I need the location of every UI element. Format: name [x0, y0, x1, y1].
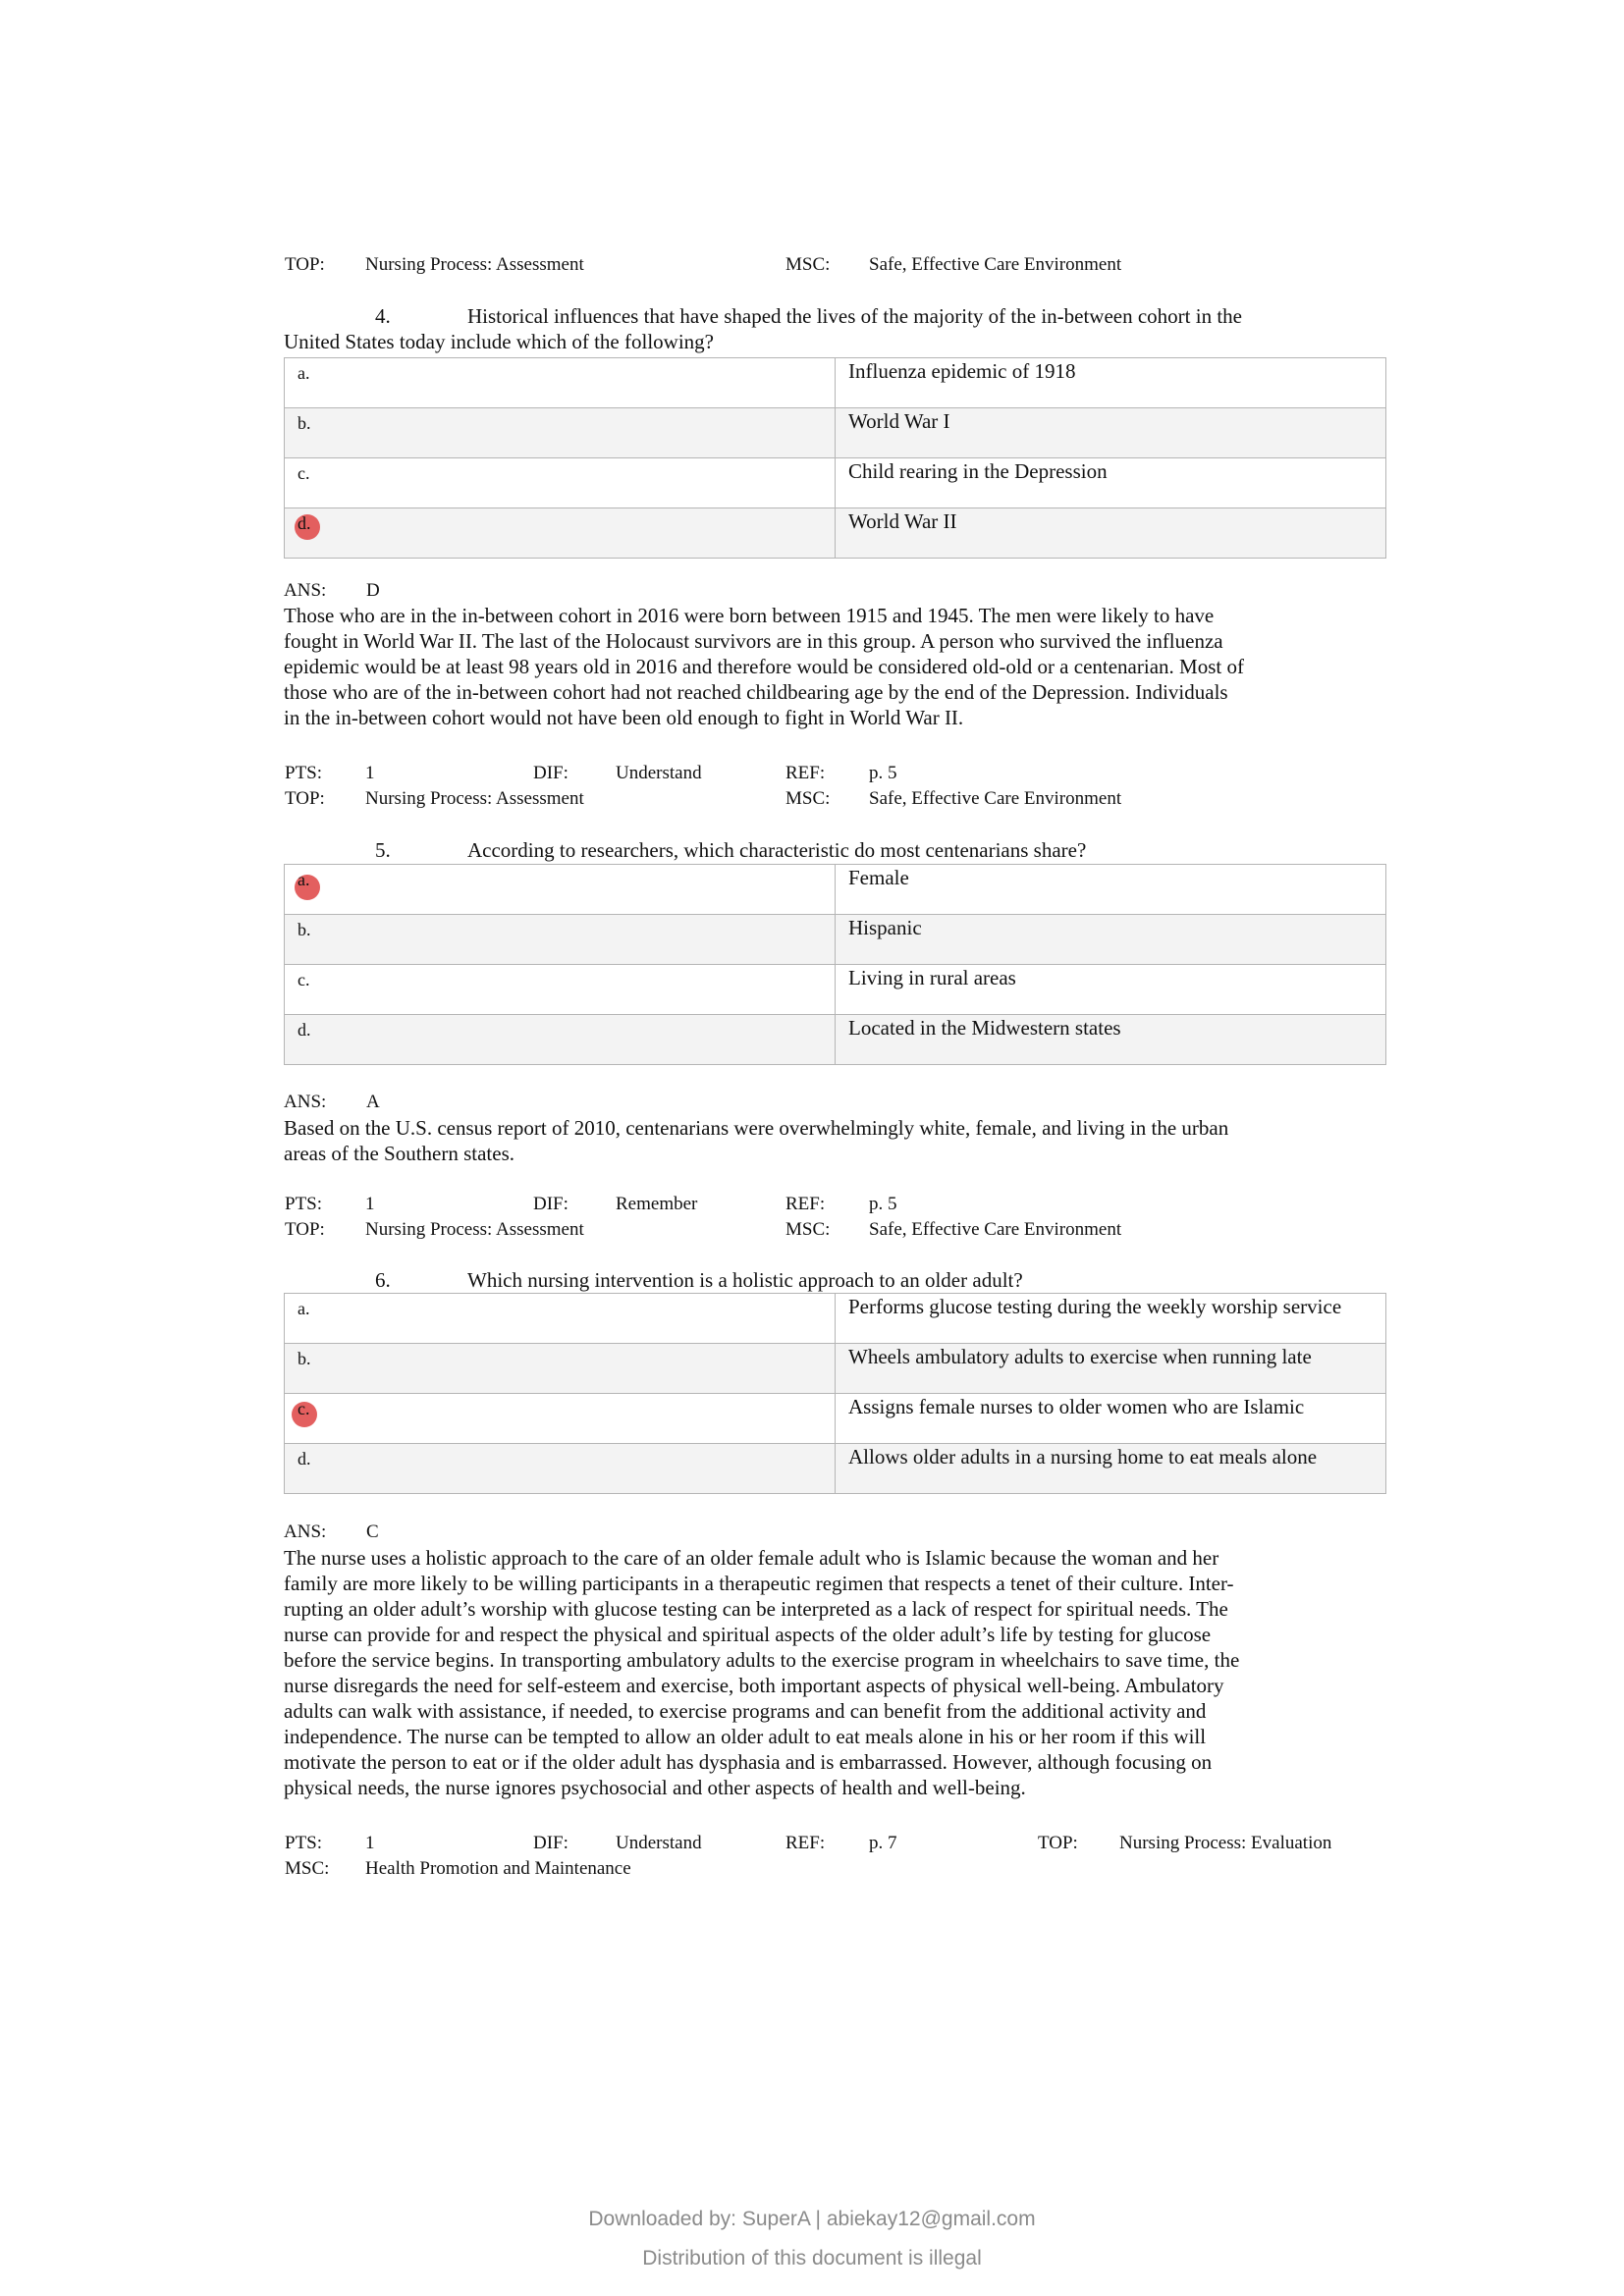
rationale-line: The nurse uses a holistic approach to the care of an older female adult who is Islamic because the woman and her [284, 1546, 1219, 1570]
distribution-notice: Distribution of this document is illegal [642, 2247, 982, 2269]
option-letter-cell[interactable] [285, 1294, 836, 1344]
option-row[interactable] [285, 408, 1386, 458]
pts-value: 1 [365, 1833, 375, 1853]
question-number: 6. [375, 1268, 391, 1292]
option-letter-cell[interactable] [285, 408, 836, 458]
option-text: Living in rural areas [848, 966, 1016, 989]
pts-label: PTS: [285, 1833, 323, 1853]
rationale-line: in the in-between cohort would not have been old enough to fight in World War II. [284, 706, 964, 729]
ref-label: REF: [785, 1833, 826, 1853]
option-letter: a. [298, 870, 310, 889]
option-text-cell[interactable] [836, 1294, 1386, 1344]
option-letter: a. [298, 1299, 310, 1318]
dif-value: Understand [616, 1833, 702, 1853]
question-text-line: Historical influences that have shaped the lives of the majority of the in-between cohort in the [467, 304, 1242, 328]
option-letter: c. [298, 463, 310, 483]
dif-value: Understand [616, 763, 702, 783]
option-text-cell[interactable] [836, 358, 1386, 408]
top-value: Nursing Process: Assessment [365, 788, 584, 809]
option-letter-cell[interactable] [285, 865, 836, 915]
option-row[interactable] [285, 1294, 1386, 1344]
option-text-cell[interactable] [836, 965, 1386, 1015]
dif-label: DIF: [533, 1194, 568, 1214]
pts-value: 1 [365, 1194, 375, 1214]
question-stem [0, 837, 1624, 863]
option-text-cell[interactable] [836, 865, 1386, 915]
options-table [284, 864, 1386, 1065]
ref-value: p. 5 [869, 763, 897, 783]
answer-value: D [366, 580, 380, 601]
top-value: Nursing Process: Assessment [365, 1219, 584, 1240]
option-letter-cell[interactable] [285, 358, 836, 408]
top-label: TOP: [285, 788, 325, 809]
option-text: Assigns female nurses to older women who are Islamic [848, 1395, 1305, 1418]
question-text-line: According to researchers, which characteristic do most centenarians share? [467, 838, 1087, 862]
option-text-cell[interactable] [836, 1444, 1386, 1494]
question-number: 4. [375, 304, 391, 328]
option-text: Child rearing in the Depression [848, 459, 1108, 483]
msc-label: MSC: [285, 1858, 330, 1879]
option-text: Located in the Midwestern states [848, 1016, 1121, 1040]
option-row[interactable] [285, 915, 1386, 965]
top-label: TOP: [1038, 1833, 1078, 1853]
rationale-line: Those who are in the in-between cohort in 2016 were born between 1915 and 1945. The men were likely to have [284, 604, 1215, 627]
option-letter-cell[interactable] [285, 1394, 836, 1444]
rationale-line: areas of the Southern states. [284, 1142, 515, 1165]
answer-value: A [366, 1092, 380, 1112]
rationale-line: epidemic would be at least 98 years old in 2016 and therefore would be considered old-old or a centenarian. Most of [284, 655, 1244, 678]
option-text: Performs glucose testing during the weekly worship service [848, 1295, 1342, 1318]
header-meta [0, 252, 1624, 278]
answer-value: C [366, 1522, 379, 1542]
msc-label: MSC: [785, 254, 831, 275]
ref-value: p. 5 [869, 1194, 897, 1214]
option-letter-cell[interactable] [285, 1015, 836, 1065]
dif-label: DIF: [533, 763, 568, 783]
option-text: Hispanic [848, 916, 922, 939]
option-row[interactable] [285, 1444, 1386, 1494]
rationale-line: family are more likely to be willing participants in a therapeutic regimen that respects a tenet of their culture. Inter- [284, 1572, 1234, 1595]
option-row-selected[interactable] [285, 865, 1386, 915]
question-meta [0, 761, 1624, 812]
options-table [284, 357, 1386, 559]
question-text-line: Which nursing intervention is a holistic approach to an older adult? [467, 1268, 1023, 1292]
option-text: Wheels ambulatory adults to exercise when running late [848, 1345, 1312, 1368]
rationale [284, 603, 1391, 730]
rationale [284, 1115, 1391, 1166]
question-meta [0, 1831, 1624, 1882]
msc-value: Safe, Effective Care Environment [869, 254, 1122, 275]
option-row[interactable] [285, 965, 1386, 1015]
answer-label: ANS: [284, 580, 327, 601]
option-letter: d. [298, 1449, 311, 1468]
option-text-cell[interactable] [836, 458, 1386, 508]
rationale-line: before the service begins. In transporting ambulatory adults to the exercise program in wheelchairs to save time, the [284, 1648, 1240, 1672]
option-row[interactable] [285, 358, 1386, 408]
ref-value: p. 7 [869, 1833, 897, 1853]
rationale-line: fought in World War II. The last of the Holocaust survivors are in this group. A person who survived the influenza [284, 629, 1223, 653]
rationale-line: nurse disregards the need for self-esteem and exercise, both important aspects of physical well-being. Ambulatory [284, 1674, 1224, 1697]
dif-label: DIF: [533, 1833, 568, 1853]
option-row[interactable] [285, 1344, 1386, 1394]
ref-label: REF: [785, 763, 826, 783]
pts-value: 1 [365, 763, 375, 783]
option-letter: b. [298, 920, 311, 939]
option-text-cell[interactable] [836, 1394, 1386, 1444]
option-text-cell[interactable] [836, 1344, 1386, 1394]
option-letter: c. [298, 1399, 310, 1418]
option-letter-cell[interactable] [285, 508, 836, 559]
ref-label: REF: [785, 1194, 826, 1214]
msc-value: Safe, Effective Care Environment [869, 1219, 1122, 1240]
option-text: World War I [848, 409, 950, 433]
rationale-line: those who are of the in-between cohort had not reached childbearing age by the end of the Depression. Individuals [284, 680, 1228, 704]
option-letter-cell[interactable] [285, 1344, 836, 1394]
top-label: TOP: [285, 1219, 325, 1240]
pts-label: PTS: [285, 1194, 323, 1214]
rationale-line: rupting an older adult’s worship with glucose testing can be interpreted as a lack of respect for spiritual needs. The [284, 1597, 1228, 1621]
download-notice: Downloaded by: SuperA | abiekay12@gmail.com [588, 2208, 1036, 2230]
option-letter-cell[interactable] [285, 965, 836, 1015]
rationale-line: adults can walk with assistance, if needed, to exercise programs and can benefit from the additional activity and [284, 1699, 1207, 1723]
option-row[interactable] [285, 458, 1386, 508]
msc-label: MSC: [785, 1219, 831, 1240]
msc-label: MSC: [785, 788, 831, 809]
option-text-cell[interactable] [836, 1015, 1386, 1065]
option-text-cell[interactable] [836, 508, 1386, 559]
question-meta [0, 1192, 1624, 1243]
option-text: Female [848, 866, 909, 889]
rationale-line: nurse can provide for and respect the physical and spiritual aspects of the older adult’s life by testing for glucose [284, 1623, 1212, 1646]
option-row[interactable] [285, 1015, 1386, 1065]
question-stem [0, 1267, 1624, 1293]
options-table [284, 1293, 1386, 1494]
option-text: Allows older adults in a nursing home to eat meals alone [848, 1445, 1318, 1468]
dif-value: Remember [616, 1194, 698, 1214]
pts-label: PTS: [285, 763, 323, 783]
answer-label: ANS: [284, 1522, 327, 1542]
question-text-line: United States today include which of the following? [284, 330, 714, 353]
option-letter-cell[interactable] [285, 1444, 836, 1494]
answer-label: ANS: [284, 1092, 327, 1112]
option-text-cell[interactable] [836, 915, 1386, 965]
rationale-line: independence. The nurse can be tempted to allow an older adult to eat meals alone in his or her room if this will [284, 1725, 1207, 1748]
top-label: TOP: [285, 254, 325, 275]
option-letter: c. [298, 970, 310, 989]
option-letter: a. [298, 363, 310, 383]
rationale-line: motivate the person to eat or if the older adult has dysphasia and is embarrassed. However, although focusing on [284, 1750, 1213, 1774]
msc-value: Health Promotion and Maintenance [365, 1858, 631, 1879]
top-value: Nursing Process: Evaluation [1119, 1833, 1332, 1853]
rationale-line: Based on the U.S. census report of 2010, centenarians were overwhelmingly white, female, and living in the urban [284, 1116, 1229, 1140]
question-number: 5. [375, 838, 391, 862]
option-row-selected[interactable] [285, 508, 1386, 559]
question-stem [0, 303, 1624, 354]
option-text: Influenza epidemic of 1918 [848, 359, 1076, 383]
rationale-line: physical needs, the nurse ignores psychosocial and other aspects of health and well-being. [284, 1776, 1026, 1799]
option-letter: d. [298, 513, 311, 533]
option-letter-cell[interactable] [285, 458, 836, 508]
option-text-cell[interactable] [836, 408, 1386, 458]
msc-value: Safe, Effective Care Environment [869, 788, 1122, 809]
top-value: Nursing Process: Assessment [365, 254, 584, 275]
option-letter: d. [298, 1020, 311, 1040]
option-row-selected[interactable] [285, 1394, 1386, 1444]
option-letter: b. [298, 413, 311, 433]
option-text: World War II [848, 509, 957, 533]
option-letter-cell[interactable] [285, 915, 836, 965]
rationale [284, 1545, 1391, 1800]
option-letter: b. [298, 1349, 311, 1368]
